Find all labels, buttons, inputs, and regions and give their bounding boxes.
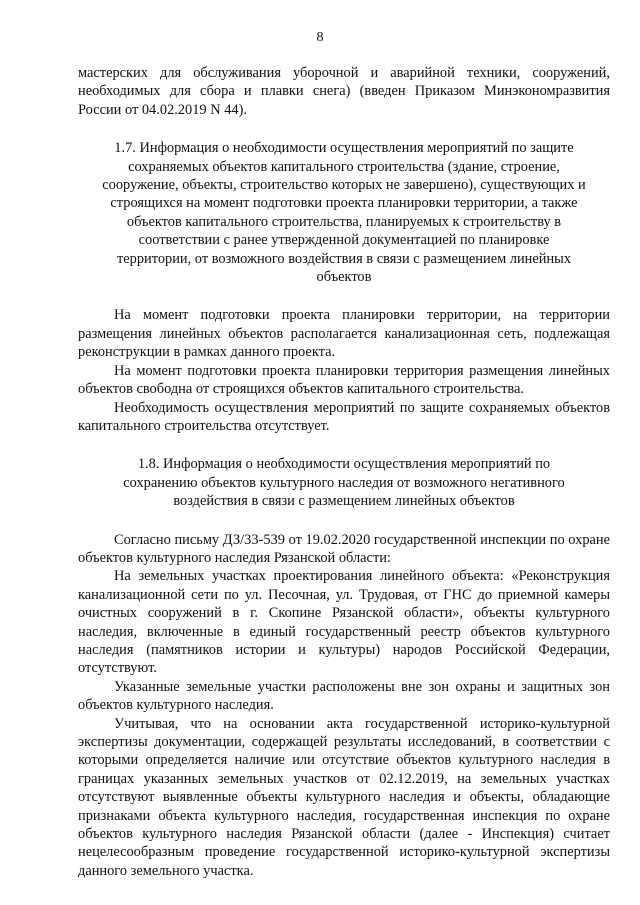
spacer bbox=[78, 119, 610, 139]
section-1-7-heading: 1.7. Информация о необходимости осуществления мероприятий по защите сохраняемых объектов капитального строительства (здание, строение, сооружение, объекты, строительство которых не завершено), существующих и строящихся на момент подготовки проекта планировки территории, а также объектов капитального строительства, планируемых к строительству в соответствии с ранее утвержденной документацией по планировке территории, от возможного воздействия в связи с размещением линейных объектов bbox=[102, 140, 586, 286]
section-1-8-heading: 1.8. Информация о необходимости осуществления мероприятий по сохранению объектов культурного наследия от возможного негативного воздействия в связи с размещением линейных объектов bbox=[123, 456, 565, 510]
section-1-7-paragraph: На момент подготовки проекта планировки территория размещения линейных объектов свободна от строящихся объектов капитального строительства. bbox=[78, 362, 610, 398]
spacer bbox=[78, 286, 610, 306]
section-1-7-paragraph: На момент подготовки проекта планировки территории, на территории размещения линейных объектов располагается канализационная сеть, подлежащая реконструкции в рамках данного проекта. bbox=[78, 307, 610, 361]
section-1-8-paragraph: Указанные земельные участки расположены вне зон охраны и защитных зон объектов культурного наследия. bbox=[78, 678, 610, 714]
spacer bbox=[78, 511, 610, 531]
spacer bbox=[78, 435, 610, 455]
document-body bbox=[78, 64, 610, 880]
continuation-paragraph: мастерских для обслуживания уборочной и аварийной техники, сооружений, необходимых для сбора и плавки снега) (введен Приказом Минэкономразвития России от 04.02.2019 N 44). bbox=[78, 65, 610, 118]
page-number: 8 bbox=[316, 30, 324, 45]
section-1-7-paragraph: Необходимость осуществления мероприятий по защите сохраняемых объектов капитального строительства отсутствует. bbox=[78, 399, 610, 434]
section-1-8-paragraph: На земельных участках проектирования линейного объекта: «Реконструкция канализационной сети по ул. Песочная, ул. Трудовая, от ГНС до приемной камеры очистных сооружений в г. Скопине Рязанской области», объекты культурного наследия, включенные в единый государственный реестр объектов культурного наследия (памятников истории и культуры) народов Российской Федерации, отсутствуют. bbox=[78, 568, 610, 677]
section-1-8-paragraph: Учитывая, что на основании акта государственной историко-культурной экспертизы документации, содержащей результаты исследований, в соответствии с которыми определяется наличие или отсутствие объектов культурного наследия в границах указанных земельных участков от 02.12.2019, на земельных участках отсутствуют выявленные объекты культурного наследия и объекты, обладающие признаками объекта культурного наследия, государственная инспекция по охране объектов культурного наследия Рязанской области (далее - Инспекция) считает нецелесообразным проведение государственной историко-культурной экспертизы данного земельного участка. bbox=[78, 715, 610, 879]
section-1-8-paragraph: Согласно письму ДЗ/33-539 от 19.02.2020 государственной инспекции по охране объектов культурного наследия Рязанской области: bbox=[78, 531, 610, 566]
